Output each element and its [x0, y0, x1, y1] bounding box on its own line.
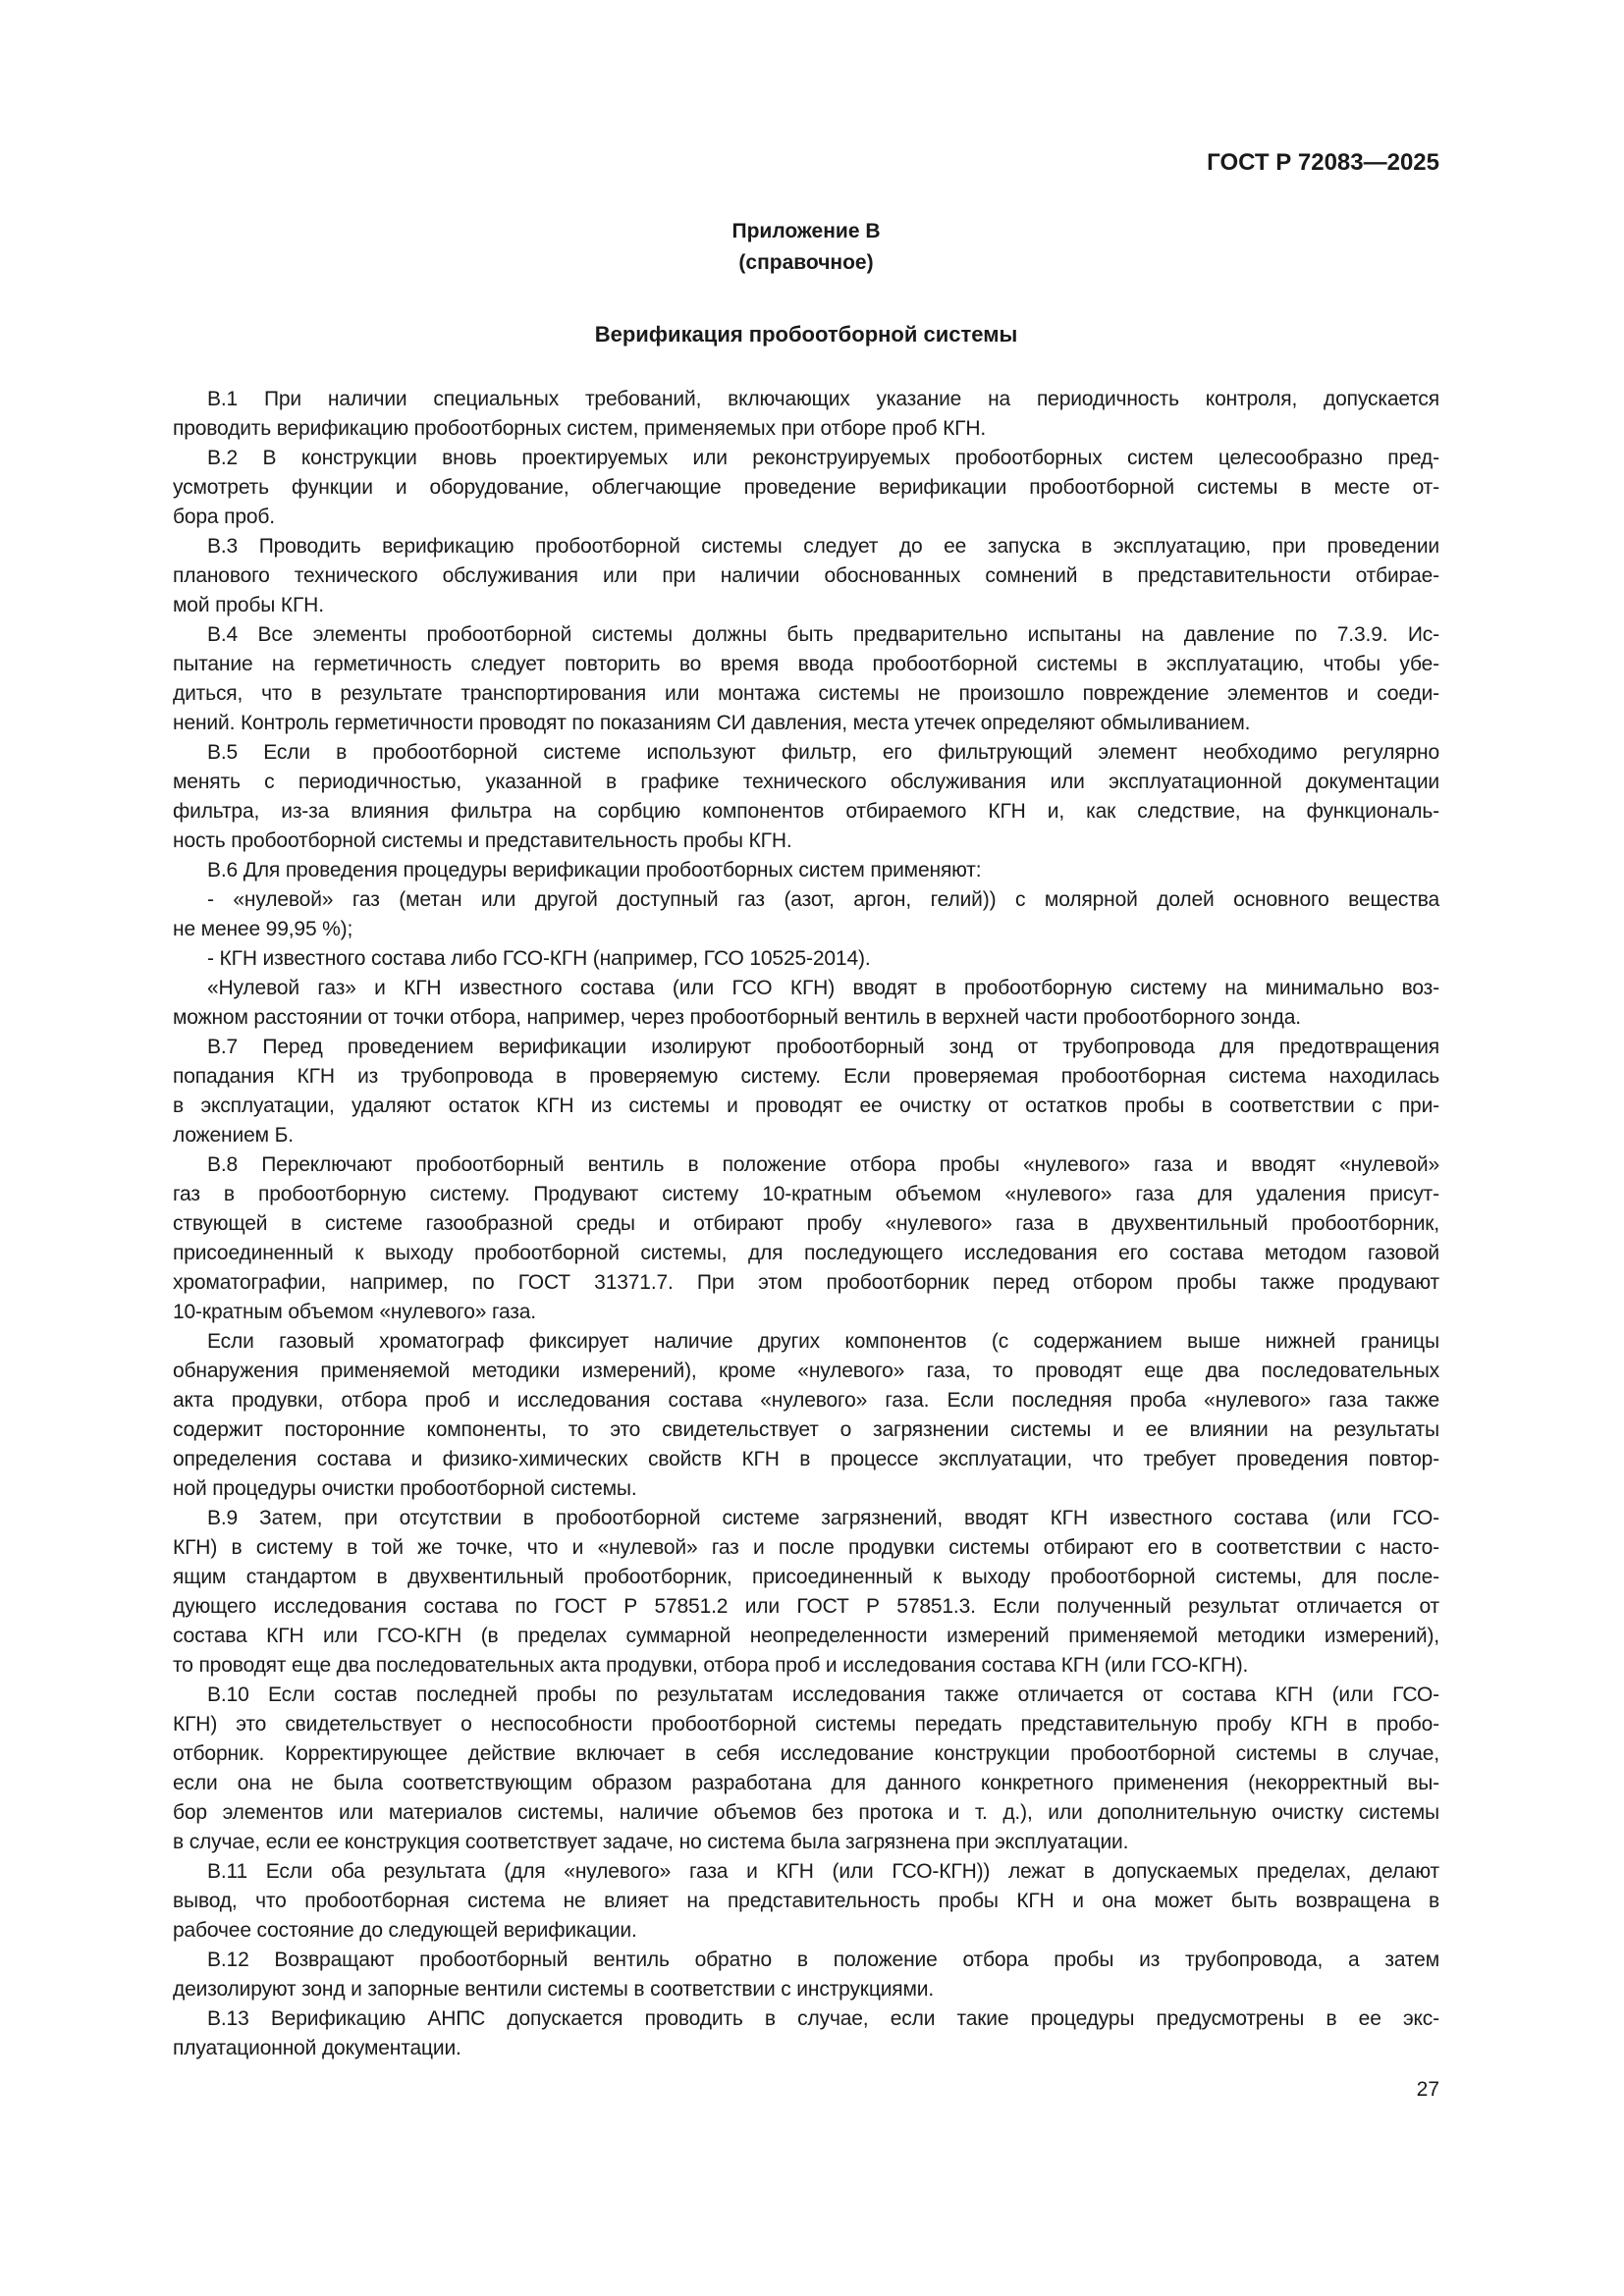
text-line: В.5 Если в пробоотборной системе используют фильтр, его фильтрующий элемент необходимо регулярно	[207, 741, 1439, 764]
text-line: В.2 В конструкции вновь проектируемых или реконструируемых пробоотборных систем целесообразно пред-	[207, 447, 1439, 469]
text-line: В.12 Возвращают пробоотборный вентиль обратно в положение отбора пробы из трубопровода, а затем	[207, 1949, 1439, 1971]
text-line: попадания КГН из трубопровода в проверяемую систему. Если проверяемая пробоотборная система находилась	[173, 1065, 1439, 1088]
text-line: ствующей в системе газообразной среды и отбирают пробу «нулевого» газа в двухвентильный пробоотборник,	[173, 1212, 1439, 1235]
text-line: присоединенный к выходу пробоотборной системы, для последующего исследования его состава методом газовой	[173, 1242, 1439, 1264]
text-line: то проводят еще два последовательных акта продувки, отбора проб и исследования состава КГН (или ГСО-КГН).	[173, 1654, 1249, 1677]
text-line: хроматографии, например, по ГОСТ 31371.7. При этом пробоотборник перед отбором пробы также продувают	[173, 1271, 1439, 1294]
text-line: В.9 Затем, при отсутствии в пробоотборной системе загрязнений, вводят КГН известного состава (или ГСО-	[207, 1507, 1439, 1529]
paragraph	[173, 1946, 1439, 2004]
text-line: В.4 Все элементы пробоотборной системы должны быть предварительно испытаны на давление по 7.3.9. Ис-	[207, 623, 1439, 646]
text-line: В.1 При наличии специальных требований, включающих указание на периодичность контроля, допускается	[207, 388, 1439, 410]
text-line: фильтра, из-за влияния фильтра на сорбцию компонентов отбираемого КГН и, как следствие, на функциональ-	[173, 800, 1439, 823]
text-line: В.8 Переключают пробоотборный вентиль в положение отбора пробы «нулевого» газа и вводят «нулевой»	[207, 1153, 1439, 1176]
text-line: диться, что в результате транспортирования или монтажа системы не произошло повреждение элементов и соеди-	[173, 682, 1439, 705]
text-line: В.13 Верификацию АНПС допускается проводить в случае, если такие процедуры предусмотрены в ее экс-	[207, 2007, 1439, 2030]
text-line: Если газовый хроматограф фиксирует наличие других компонентов (с содержанием выше нижней границы	[207, 1330, 1439, 1353]
text-line: плуатационной документации.	[173, 2037, 461, 2059]
paragraph	[173, 856, 1439, 885]
annex-type: (справочное)	[738, 251, 874, 274]
text-line: «Нулевой газ» и КГН известного состава (или ГСО КГН) вводят в пробоотборную систему на минимально воз-	[207, 977, 1439, 999]
text-line: 10-кратным объемом «нулевого» газа.	[173, 1301, 536, 1323]
text-line: бор элементов или материалов системы, наличие объемов без протока и т. д.), или дополнительную очистку системы	[173, 1801, 1439, 1824]
text-line: в эксплуатации, удаляют остаток КГН из системы и проводят ее очистку от остатков пробы в соответствии с при-	[173, 1095, 1439, 1117]
text-line: КГН) это свидетельствует о неспособности пробоотборной системы передать представительную пробу КГН в пробо-	[173, 1713, 1439, 1735]
annex-heading	[173, 216, 1439, 279]
paragraph	[173, 2004, 1439, 2063]
paragraph	[173, 1857, 1439, 1946]
paragraph	[173, 532, 1439, 620]
annex-title: Верификация пробоотборной системы	[594, 322, 1018, 347]
text-line: нений. Контроль герметичности проводят по показаниям СИ давления, места утечек определяют обмыливанием.	[173, 712, 1251, 734]
text-line: вывод, что пробоотборная система не влияет на представительность пробы КГН и она может быть возвращена в	[173, 1890, 1439, 1912]
document-id: ГОСТ Р 72083—2025	[1207, 149, 1439, 176]
text-line: ность пробоотборной системы и представительность пробы КГН.	[173, 829, 792, 852]
text-line: дующего исследования состава по ГОСТ Р 57851.2 или ГОСТ Р 57851.3. Если полученный результат отличается от	[173, 1595, 1439, 1618]
paragraph	[173, 620, 1439, 738]
paragraph	[173, 974, 1439, 1033]
text-line: определения состава и физико-химических свойств КГН в процессе эксплуатации, что требует проведения повтор-	[173, 1448, 1439, 1470]
annex-label: Приложение В	[731, 220, 881, 242]
text-line: менять с периодичностью, указанной в графике технического обслуживания или эксплуатационной документации	[173, 771, 1439, 793]
text-line: - КГН известного состава либо ГСО-КГН (например, ГСО 10525-2014).	[207, 947, 871, 970]
text-line: ящим стандартом в двухвентильный пробоотборник, присоединенный к выходу пробоотборной системы, для после-	[173, 1566, 1439, 1588]
text-line: отборник. Корректирующее действие включает в себя исследование конструкции пробоотборной системы в случае,	[173, 1742, 1439, 1765]
paragraph	[173, 1504, 1439, 1681]
text-line: состава КГН или ГСО-КГН (в пределах суммарной неопределенности измерений применяемой методики измерений),	[173, 1625, 1439, 1647]
text-line: В.11 Если оба результата (для «нулевого» газа и КГН (или ГСО-КГН)) лежат в допускаемых пределах, делают	[207, 1860, 1439, 1883]
paragraph	[173, 738, 1439, 856]
text-line: В.3 Проводить верификацию пробоотборной системы следует до ее запуска в эксплуатацию, при проведении	[207, 535, 1439, 558]
text-line: в случае, если ее конструкция соответствует задаче, но система была загрязнена при эксплуатации.	[173, 1831, 1129, 1853]
text-line: - «нулевой» газ (метан или другой доступный газ (азот, аргон, гелий)) с молярной долей основного вещества	[207, 888, 1439, 911]
text-line: ной процедуры очистки пробоотборной системы.	[173, 1477, 637, 1500]
text-line: деизолируют зонд и запорные вентили системы в соответствии с инструкциями.	[173, 1978, 935, 2001]
paragraph	[173, 444, 1439, 532]
text-line: не менее 99,95 %);	[173, 918, 353, 940]
text-line: КГН) в систему в той же точке, что и «нулевой» газ и после продувки системы отбирают его в соответствии с насто-	[173, 1536, 1439, 1559]
text-line: ложением Б.	[173, 1124, 294, 1147]
paragraph	[173, 1681, 1439, 1857]
paragraph	[173, 944, 1439, 974]
text-line: газ в пробоотборную систему. Продувают систему 10-кратным объемом «нулевого» газа для удаления присут-	[173, 1183, 1439, 1205]
text-line: акта продувки, отбора проб и исследования состава «нулевого» газа. Если последняя проба «нулевого» газа также	[173, 1389, 1439, 1412]
text-line: содержит посторонние компоненты, то это свидетельствует о загрязнении системы и ее влиянии на результаты	[173, 1418, 1439, 1441]
page-number: 27	[1416, 2078, 1439, 2101]
text-line: если она не была соответствующим образом разработана для данного конкретного применения (некорректный вы-	[173, 1772, 1439, 1794]
text-line: В.6 Для проведения процедуры верификации пробоотборных систем применяют:	[207, 859, 982, 881]
paragraph	[173, 385, 1439, 444]
paragraph	[173, 885, 1439, 944]
text-line: В.10 Если состав последней пробы по результатам исследования также отличается от состава КГН (или ГСО-	[207, 1683, 1439, 1706]
text-line: рабочее состояние до следующей верификации.	[173, 1919, 637, 1942]
text-line: проводить верификацию пробоотборных систем, применяемых при отборе проб КГН.	[173, 417, 987, 440]
text-line: обнаружения применяемой методики измерений), кроме «нулевого» газа, то проводят еще два последовательных	[173, 1360, 1439, 1382]
paragraph	[173, 1033, 1439, 1150]
text-line: бора проб.	[173, 506, 275, 528]
document-body	[173, 385, 1439, 2063]
text-line: планового технического обслуживания или при наличии обоснованных сомнений в представительности отбирае-	[173, 564, 1439, 587]
text-line: пытание на герметичность следует повторить во время ввода пробоотборной системы в эксплуатацию, чтобы убе-	[173, 653, 1439, 675]
text-line: усмотреть функции и оборудование, облегчающие проведение верификации пробоотборной системы в месте от-	[173, 476, 1439, 499]
text-line: мой пробы КГН.	[173, 594, 324, 616]
paragraph	[173, 1150, 1439, 1327]
text-line: можном расстоянии от точки отбора, например, через пробоотборный вентиль в верхней части пробоотборного зонда.	[173, 1006, 1301, 1029]
text-line: В.7 Перед проведением верификации изолируют пробоотборный зонд от трубопровода для предотвращения	[207, 1036, 1439, 1058]
paragraph	[173, 1327, 1439, 1504]
